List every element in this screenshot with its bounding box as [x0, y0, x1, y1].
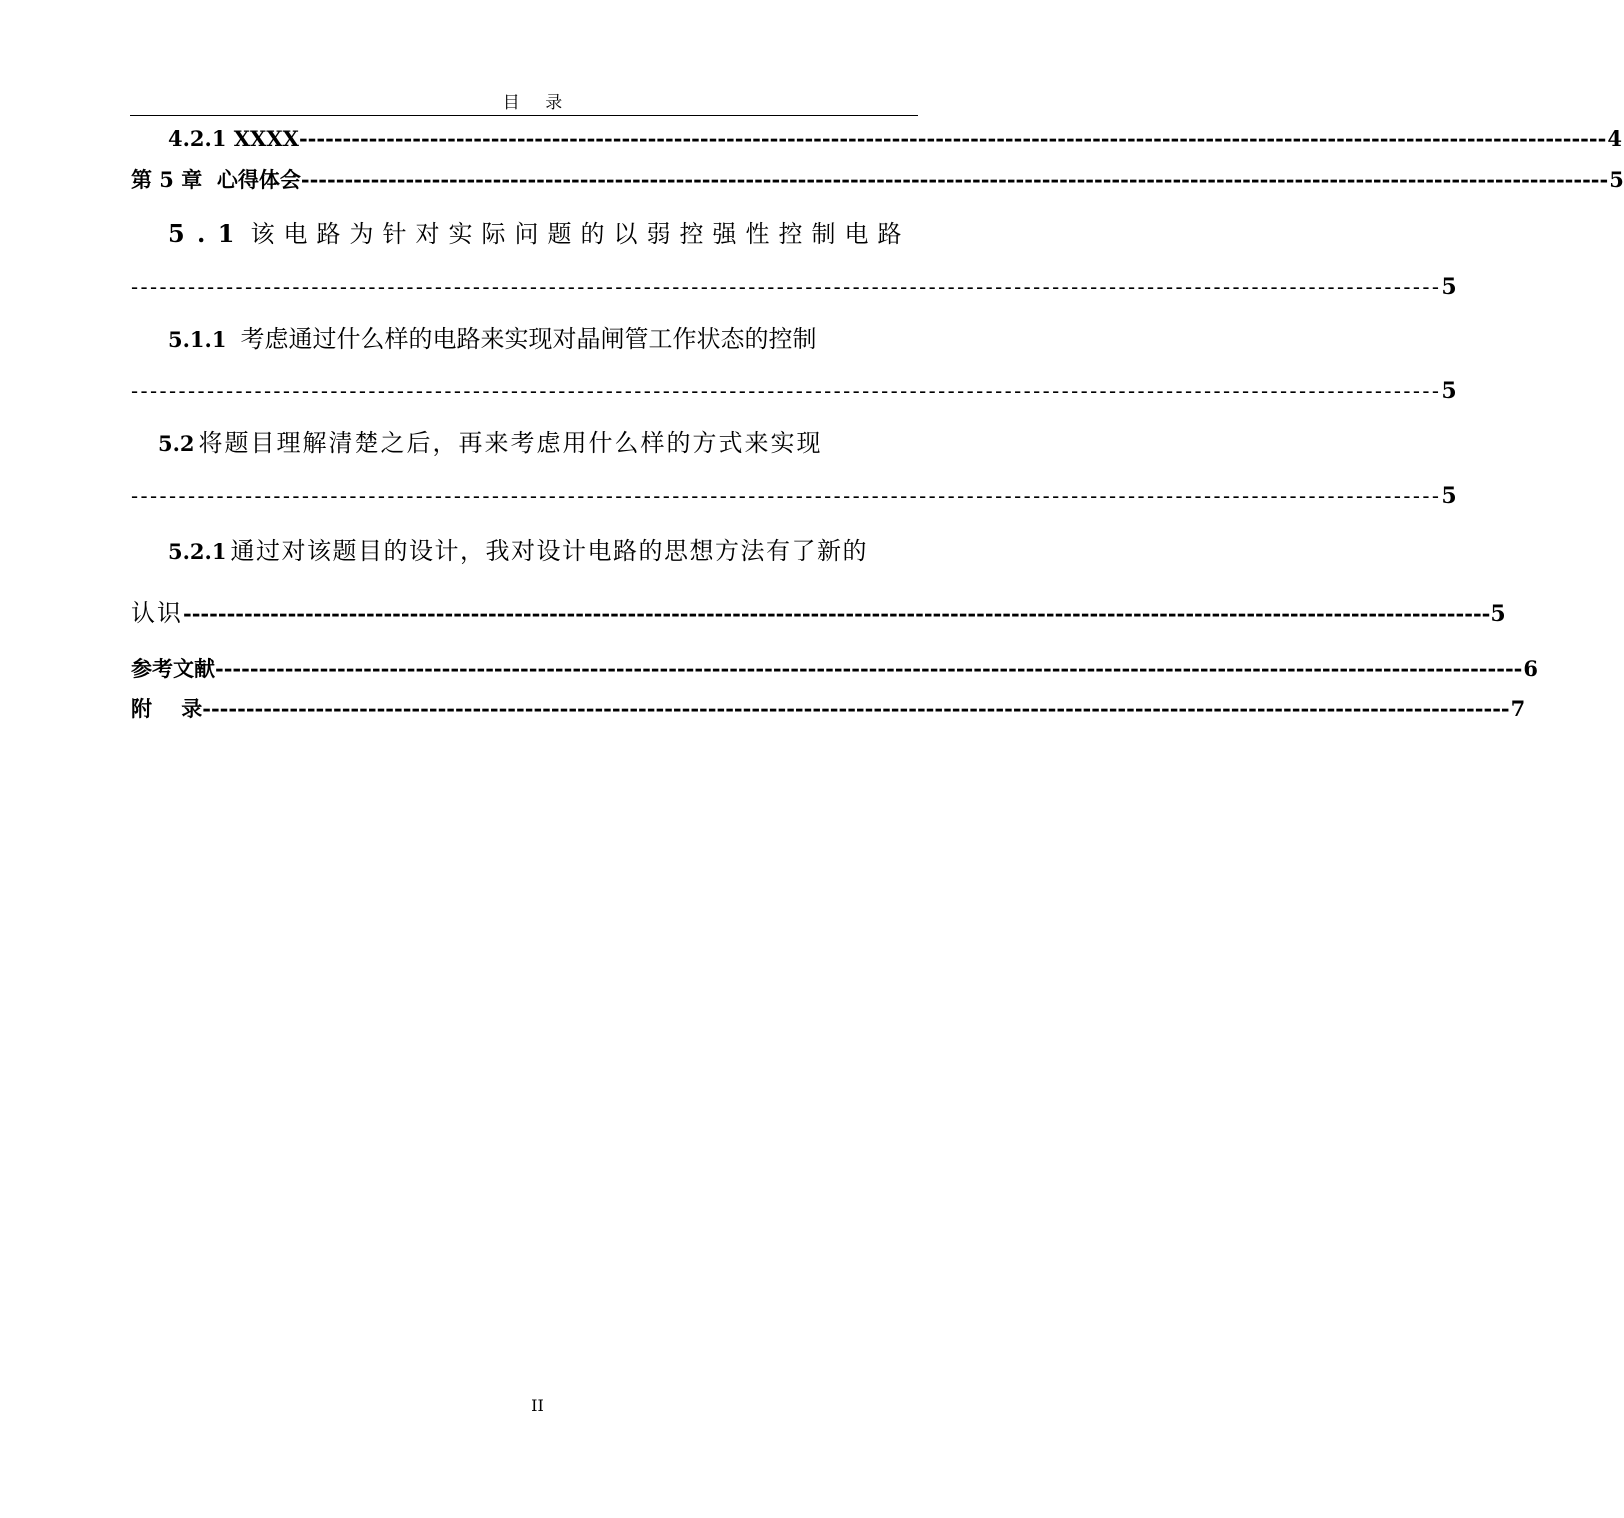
toc-page-number: 5	[1490, 601, 1506, 627]
toc-page-number: 7	[1510, 696, 1526, 721]
toc-entry-number: 5.2	[158, 431, 195, 456]
dot-leader: ------------------------------------------------------------------------------------------------------------------------------------------	[131, 379, 1442, 403]
toc-page-number: 5	[1441, 378, 1457, 404]
toc-entry-label: 附 录	[131, 696, 203, 721]
toc-entry-number: 5 . 1	[168, 219, 237, 248]
toc-entry-5-2-1[interactable]	[131, 516, 1506, 640]
toc-entry-label: 4.2.1 XXXX	[168, 126, 299, 151]
dot-leader: ------------------------------------------------------------------------------------------------------------------------------------------	[131, 484, 1442, 508]
dot-leader: ------------------------------------------------------------------------------------------------------------------------------------------------------	[215, 656, 1523, 681]
dot-leader: ------------------------------------------------------------------------------------------------------------------------------------------------------	[300, 167, 1609, 192]
dot-leader: ------------------------------------------------------------------------------------------------------------------------------------------------------	[183, 601, 1491, 626]
dot-leader: ------------------------------------------------------------------------------------------------------------------------------------------------------	[298, 126, 1607, 151]
toc-entry-references[interactable]	[131, 648, 1538, 690]
toc-page-number: 5	[1441, 274, 1457, 300]
toc-entry-appendix[interactable]	[131, 690, 1526, 728]
dot-leader: ------------------------------------------------------------------------------------------------------------------------------------------	[131, 275, 1442, 299]
toc-entry-5-1[interactable]	[131, 200, 1457, 306]
toc-page-number: 6	[1523, 656, 1538, 681]
header-rule	[130, 115, 918, 116]
toc-entry-chapter-5[interactable]	[131, 160, 1624, 200]
table-of-contents	[131, 118, 1624, 728]
toc-entry-label: 第 5 章 心得体会	[131, 167, 301, 192]
toc-page-number: 4	[1607, 126, 1622, 151]
toc-entry-title-continued: 认识	[131, 599, 183, 627]
toc-page-number: 5	[1441, 483, 1457, 509]
toc-entry-number: 5.1.1	[168, 327, 227, 352]
toc-entry-title: 考虑通过什么样的电路来实现对晶闸管工作状态的控制	[240, 325, 817, 353]
dot-leader: ------------------------------------------------------------------------------------------------------------------------------------------------------	[202, 696, 1510, 721]
toc-entry-4-2-1[interactable]	[131, 118, 1622, 160]
toc-entry-5-2[interactable]	[131, 410, 1457, 516]
toc-entry-title: 将题目理解清楚之后，再来考虑用什么样的方式来实现	[198, 429, 823, 457]
page-header-title: 目 录	[502, 93, 573, 113]
page-footer-number: II	[531, 1396, 544, 1415]
toc-entry-number: 5.2.1	[168, 539, 227, 564]
toc-entry-5-1-1[interactable]	[131, 306, 1457, 410]
toc-entry-title: 该电路为针对实际问题的以弱控强性控制电路	[250, 220, 911, 248]
toc-page-number: 5	[1609, 167, 1624, 192]
toc-entry-title: 通过对该题目的设计，我对设计电路的思想方法有了新的	[230, 537, 868, 565]
toc-entry-label: 参考文献	[131, 656, 215, 681]
